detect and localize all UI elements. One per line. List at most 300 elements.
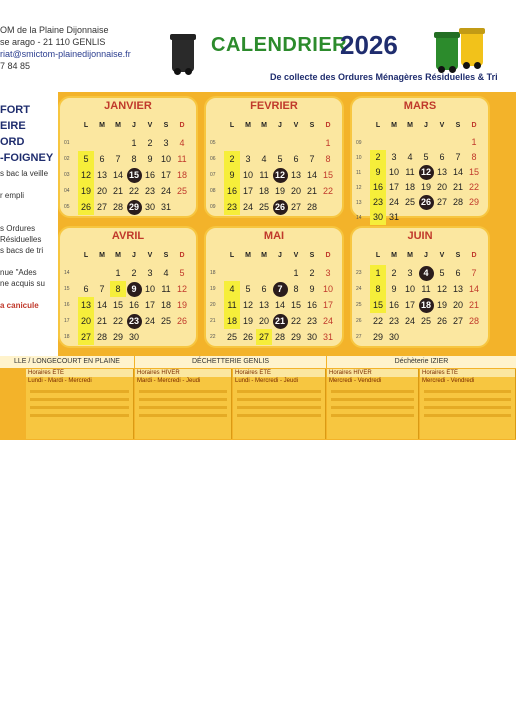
weekday-label: M: [407, 252, 413, 259]
organization-contact: [0, 24, 160, 72]
calendar-day: 3: [407, 268, 413, 278]
week-row: [64, 297, 190, 313]
calendar-day: 27: [290, 202, 301, 212]
empty-day: [434, 210, 450, 225]
hours-days: Mardi - Mercredi - Jeudi: [137, 378, 201, 384]
calendar-day: 22: [372, 316, 383, 326]
calendar-day: 17: [404, 300, 415, 310]
weekday-label: M: [391, 252, 397, 259]
week-number: 14: [356, 215, 362, 221]
site-header: LLE / LONGECOURT EN PLAINE: [0, 356, 134, 368]
calendar-day: 29: [372, 332, 383, 342]
org-address: se arago - 21 110 GENLIS: [0, 37, 106, 47]
weekday-label: S: [163, 122, 169, 129]
collection-day: 21: [272, 313, 288, 329]
calendar-day: 8: [293, 284, 299, 294]
week-number: 11: [356, 170, 362, 176]
calendar-day: 28: [96, 332, 107, 342]
calendar-day: 19: [78, 183, 94, 199]
week-row: [64, 281, 190, 297]
weekday-label: L: [229, 122, 235, 129]
calendar-day: 27: [256, 329, 272, 345]
calendar-day: 5: [245, 284, 251, 294]
calendar-day: 28: [306, 202, 317, 212]
hours-text-line: [331, 390, 414, 393]
hours-text-line: [424, 398, 511, 401]
calendar-day: 16: [224, 183, 240, 199]
legend-line: [0, 179, 58, 190]
month-mai: [204, 226, 344, 348]
weekday-label: S: [455, 252, 461, 259]
calendar-day: 19: [420, 182, 431, 192]
week-row: [210, 329, 336, 345]
hours-title: Horaires ÉTÉ: [26, 369, 133, 377]
weekday-label: V: [293, 252, 299, 259]
calendar-day: 23: [306, 316, 317, 326]
calendar-day: 16: [370, 180, 386, 195]
calendar-day: 23: [370, 195, 386, 210]
calendar-day: 20: [452, 300, 463, 310]
calendar-day: 1: [115, 268, 121, 278]
collection-day: 12: [272, 167, 288, 183]
empty-day: [386, 135, 402, 150]
weekday-label: S: [455, 122, 461, 129]
hours-box: [233, 369, 326, 439]
calendar-day: 20: [290, 186, 301, 196]
week-row: [210, 151, 336, 167]
collection-day: 18: [418, 297, 434, 313]
week-number: 05: [210, 140, 216, 146]
calendar-day: 13: [452, 284, 463, 294]
empty-day: [94, 135, 110, 151]
week-number: 08: [210, 188, 216, 194]
calendar-day: 21: [468, 300, 479, 310]
week-number: 03: [64, 172, 70, 178]
week-row: [64, 265, 190, 281]
collection-day: 9: [126, 281, 142, 297]
calendar-day: 27: [436, 197, 447, 207]
calendar-day: 10: [242, 170, 253, 180]
empty-day: [418, 329, 434, 345]
collection-day: 7: [272, 281, 288, 297]
calendar-day: 12: [436, 284, 447, 294]
legend-line: Résiduelles: [0, 235, 42, 244]
commune-name: ORD: [0, 136, 25, 148]
calendar-day: 31: [160, 202, 171, 212]
calendar-day: 21: [112, 186, 123, 196]
org-name: OM de la Plaine Dijonnaise: [0, 25, 109, 35]
calendar-day: 28: [468, 316, 479, 326]
week-number: 02: [64, 156, 70, 162]
weekday-label: J: [278, 122, 282, 129]
weekday-label: M: [391, 122, 397, 129]
empty-day: [434, 135, 450, 150]
empty-day: [402, 135, 418, 150]
calendar-day: 11: [405, 167, 415, 177]
calendar-day: 10: [160, 154, 171, 164]
calendar-day: 5: [423, 152, 429, 162]
calendar-day: 6: [455, 268, 461, 278]
week-row: [210, 281, 336, 297]
org-email: riat@smictom-plainedijonnaise.fr: [0, 49, 131, 59]
week-number: 07: [210, 172, 216, 178]
week-number: 26: [356, 318, 362, 324]
week-row: [356, 265, 482, 281]
weekday-label: S: [163, 252, 169, 259]
calendar-day: 24: [242, 202, 253, 212]
site-header: Déchèterie IZIER: [327, 356, 516, 368]
yellow-bin-icon: [461, 32, 483, 66]
collection-day: 12: [418, 165, 434, 180]
week-row: [356, 165, 482, 180]
calendar-day: 6: [439, 152, 445, 162]
weekday-label: L: [375, 122, 381, 129]
weekday-label: M: [261, 122, 267, 129]
calendar-day: 30: [144, 202, 155, 212]
week-row: [210, 199, 336, 215]
calendar-day: 8: [325, 154, 331, 164]
empty-day: [370, 135, 386, 150]
calendar-day: 7: [99, 284, 105, 294]
calendar-day: 17: [388, 182, 399, 192]
calendar-day: 24: [404, 316, 415, 326]
calendar-day: 13: [96, 170, 107, 180]
weekday-header: [356, 248, 482, 264]
empty-day: [450, 135, 466, 150]
week-number: 27: [356, 334, 362, 340]
legend-line: s bacs de tri: [0, 246, 44, 255]
week-row: [64, 183, 190, 199]
calendar-day: 3: [163, 138, 169, 148]
empty-day: [272, 265, 288, 281]
hours-box: [26, 369, 134, 439]
calendar-day: 2: [224, 151, 240, 167]
legend-line: [0, 201, 58, 212]
calendar-day: 29: [468, 197, 479, 207]
calendar-day: 9: [391, 284, 397, 294]
weekday-label: M: [261, 252, 267, 259]
legend-line: a canicule: [0, 301, 39, 310]
week-row: [356, 329, 482, 345]
calendar-day: 3: [147, 268, 153, 278]
empty-day: [418, 210, 434, 225]
hours-days: Lundi - Mercredi - Jeudi: [235, 378, 299, 384]
week-number: 12: [356, 185, 362, 191]
legend-line: s bac la veille: [0, 169, 49, 178]
calendar-day: 28: [274, 332, 285, 342]
calendar-day: 2: [147, 138, 153, 148]
month-avril: [58, 226, 198, 348]
week-row: [210, 313, 336, 329]
weekday-header: [210, 118, 336, 134]
calendar-day: 25: [226, 332, 237, 342]
week-row: [356, 180, 482, 195]
calendar-day: 15: [322, 170, 333, 180]
weekday-label: J: [132, 122, 136, 129]
hours-text-line: [30, 414, 129, 417]
week-row: [356, 313, 482, 329]
commune-name: EIRE: [0, 120, 26, 132]
weekday-label: S: [309, 252, 315, 259]
calendar-day: 12: [242, 300, 253, 310]
week-row: [64, 167, 190, 183]
legend-line: [0, 212, 58, 223]
calendar-day: 6: [261, 284, 267, 294]
hours-title: Horaires HIVER: [135, 369, 231, 377]
calendar-day: 15: [468, 167, 479, 177]
calendar-day: 6: [99, 154, 105, 164]
weekday-label: D: [471, 122, 477, 129]
month-name: AVRIL: [111, 230, 145, 242]
weekday-label: J: [132, 252, 136, 259]
legend-line: [0, 256, 58, 267]
calendar-day: 5: [277, 154, 283, 164]
week-row: [210, 183, 336, 199]
calendar-day: 7: [471, 268, 477, 278]
calendar-day: 1: [325, 138, 331, 148]
calendar-day: 20: [436, 182, 447, 192]
week-row: [356, 150, 482, 165]
calendar-day: 14: [274, 300, 285, 310]
calendar-day: 22: [290, 316, 301, 326]
collection-day: 26: [418, 195, 434, 210]
waste-bin-icon: [172, 38, 194, 72]
calendar-day: 14: [96, 300, 107, 310]
weekday-label: V: [147, 252, 153, 259]
calendar-day: 26: [436, 316, 447, 326]
calendar-day: 25: [420, 316, 431, 326]
calendar-day: 4: [261, 154, 267, 164]
weekday-label: D: [325, 122, 331, 129]
calendar-day: 9: [147, 154, 153, 164]
empty-day: [142, 329, 158, 345]
calendar-day: 17: [242, 186, 253, 196]
calendar-day: 15: [290, 300, 301, 310]
commune-name: -FOIGNEY: [0, 152, 54, 164]
calendar-day: 7: [309, 154, 315, 164]
calendar-day: 12: [78, 167, 94, 183]
calendar-day: 26: [176, 316, 187, 326]
weekday-label: D: [471, 252, 477, 259]
week-row: [64, 199, 190, 215]
legend-line: nue "Ades: [0, 268, 37, 277]
month-janvier: [58, 96, 198, 218]
calendar-day: 8: [471, 152, 477, 162]
calendar-subtitle: De collecte des Ordures Ménagères Résiduelles & Tri: [270, 72, 498, 82]
calendar-day: 13: [78, 297, 94, 313]
hours-box: [327, 369, 419, 439]
hours-text-line: [139, 414, 227, 417]
calendar-day: 17: [322, 300, 333, 310]
hours-text-line: [331, 398, 414, 401]
calendar-day: 11: [224, 297, 240, 313]
week-row: [210, 265, 336, 281]
calendar-day: 2: [309, 268, 315, 278]
week-number: 14: [64, 270, 70, 276]
calendar-day: 28: [452, 197, 463, 207]
calendar-day: 25: [176, 186, 187, 196]
week-number: 15: [64, 286, 70, 292]
month-juin: [350, 226, 490, 348]
calendar-day: 25: [160, 316, 171, 326]
calendar-day: 14: [468, 284, 479, 294]
calendar-day: 7: [455, 152, 461, 162]
header-strip: [0, 0, 516, 92]
weekday-header: [356, 118, 482, 134]
empty-day: [466, 210, 482, 225]
empty-day: [466, 329, 482, 345]
week-number: 25: [356, 302, 362, 308]
calendar-day: 19: [242, 316, 253, 326]
calendar-day: 17: [160, 170, 171, 180]
hours-text-line: [237, 414, 321, 417]
empty-day: [110, 135, 126, 151]
calendar-day: 4: [407, 152, 413, 162]
calendar-day: 6: [83, 284, 89, 294]
empty-day: [256, 265, 272, 281]
weekday-label: L: [375, 252, 381, 259]
weekday-label: M: [407, 122, 413, 129]
calendar-day: 27: [78, 329, 94, 345]
calendar-day: 13: [436, 167, 447, 177]
week-number: 18: [210, 270, 216, 276]
calendar-day: 1: [370, 265, 386, 281]
weekday-label: V: [439, 252, 445, 259]
calendar-day: 14: [306, 170, 317, 180]
week-row: [356, 281, 482, 297]
empty-day: [450, 329, 466, 345]
org-phone: 7 84 85: [0, 61, 31, 71]
calendar-day: 26: [78, 199, 94, 215]
empty-day: [320, 199, 336, 215]
legend-line: [0, 289, 58, 300]
calendar-day: 11: [421, 284, 431, 294]
calendar-day: 29: [290, 332, 301, 342]
month-mars: [350, 96, 490, 222]
calendar-day: 19: [274, 186, 285, 196]
hours-text-line: [424, 414, 511, 417]
calendar-day: 5: [78, 151, 94, 167]
weekday-label: J: [424, 252, 428, 259]
hours-days: Mercredi - Vendredi: [422, 378, 475, 384]
calendar-day: 11: [161, 284, 171, 294]
calendar-day: 28: [112, 202, 123, 212]
calendar-day: 22: [128, 186, 139, 196]
weekday-label: V: [147, 122, 153, 129]
calendar-day: 3: [325, 268, 331, 278]
calendar-day: 20: [96, 186, 107, 196]
calendar-day: 30: [388, 332, 399, 342]
calendar-day: 30: [370, 210, 386, 225]
calendar-day: 20: [78, 313, 94, 329]
weekday-label: S: [309, 122, 315, 129]
collection-day: 4: [418, 265, 434, 281]
week-row: [356, 195, 482, 210]
calendar-day: 21: [306, 186, 317, 196]
week-row: [210, 297, 336, 313]
calendar-day: 23: [388, 316, 399, 326]
collection-day: 23: [126, 313, 142, 329]
calendar-day: 24: [388, 197, 399, 207]
calendar-day: 25: [258, 202, 269, 212]
week-number: 20: [210, 302, 216, 308]
collection-day: 26: [272, 199, 288, 215]
calendar-day: 2: [131, 268, 137, 278]
calendar-day: 10: [322, 284, 333, 294]
empty-day: [256, 135, 272, 151]
month-fevrier: [204, 96, 344, 218]
calendar-day: 6: [293, 154, 299, 164]
empty-day: [288, 135, 304, 151]
calendar-day: 24: [160, 186, 171, 196]
calendar-day: 17: [144, 300, 155, 310]
weekday-label: V: [293, 122, 299, 129]
week-number: 18: [64, 334, 70, 340]
weekday-header: [210, 248, 336, 264]
calendar-day: 18: [258, 186, 269, 196]
calendar-day: 4: [224, 281, 240, 297]
week-number: 19: [210, 286, 216, 292]
calendar-day: 7: [115, 154, 121, 164]
hours-text-line: [237, 390, 321, 393]
empty-day: [174, 199, 190, 215]
weekday-label: D: [179, 252, 185, 259]
calendar-day: 27: [452, 316, 463, 326]
collection-day: 29: [126, 199, 142, 215]
month-name: FEVRIER: [250, 100, 298, 112]
weekday-header: [64, 248, 190, 264]
week-number: 05: [64, 204, 70, 210]
calendar-day: 29: [112, 332, 123, 342]
calendar-day: 10: [388, 167, 399, 177]
empty-day: [240, 135, 256, 151]
calendar-day: 11: [259, 170, 269, 180]
calendar-day: 31: [388, 212, 399, 222]
week-number: 21: [210, 318, 216, 324]
weekday-label: L: [229, 252, 235, 259]
empty-day: [450, 210, 466, 225]
week-row: [356, 297, 482, 313]
calendar-day: 13: [290, 170, 301, 180]
calendar-day: 9: [224, 167, 240, 183]
week-row: [64, 313, 190, 329]
weekday-header: [64, 118, 190, 134]
empty-day: [304, 135, 320, 151]
empty-day: [272, 135, 288, 151]
weekday-label: J: [278, 252, 282, 259]
weekday-label: M: [245, 122, 251, 129]
hours-text-line: [237, 398, 321, 401]
empty-day: [402, 210, 418, 225]
calendar-day: 5: [179, 268, 185, 278]
calendar-year: 2026: [340, 30, 398, 60]
weekday-label: M: [99, 122, 105, 129]
empty-day: [418, 135, 434, 150]
weekday-label: M: [99, 252, 105, 259]
empty-day: [78, 265, 94, 281]
calendar-title: CALENDRIER: [211, 34, 348, 56]
hours-text-line: [237, 406, 321, 409]
hours-text-line: [139, 398, 227, 401]
calendar-day: 9: [370, 165, 386, 180]
calendar-day: 16: [388, 300, 399, 310]
calendar-day: 30: [128, 332, 139, 342]
weekday-label: D: [179, 122, 185, 129]
empty-day: [174, 329, 190, 345]
recycling-bin-icon: [436, 36, 458, 70]
week-number: 22: [210, 334, 216, 340]
week-row: [210, 167, 336, 183]
